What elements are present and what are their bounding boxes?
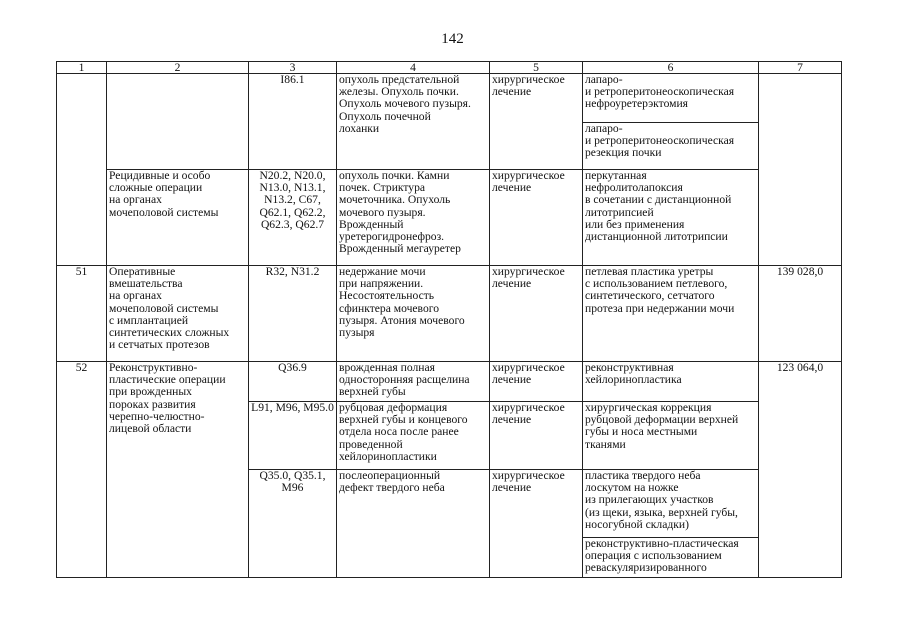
group-name-cell: Реконструктивно- пластические операции при врожденных пороках развития черепно-челюстно- лицевой области [107, 362, 249, 578]
treatment-type-cell: хирургическое лечение [490, 402, 583, 470]
patient-model-cell: опухоль почки. Камни почек. Стриктура мочеточника. Опухоль мочевого пузыря. Врожденный уретерогидронефроз. Врожденный мегауретер [337, 170, 490, 266]
header-cell: 3 [249, 62, 337, 74]
treatment-type-cell: хирургическое лечение [490, 170, 583, 266]
treatment-method-cell: петлевая пластика уретры с использованием петлевого, синтетического, сетчатого протеза при недержании мочи [583, 266, 759, 362]
icd-codes-cell: N20.2, N20.0, N13.0, N13.1, N13.2, C67, Q62.1, Q62.2, Q62.3, Q62.7 [249, 170, 337, 266]
group-name-cell [107, 74, 249, 170]
table-row [57, 362, 842, 402]
patient-model-cell: опухоль предстательной железы. Опухоль почки. Опухоль мочевого пузыря. Опухоль почечной лоханки [337, 74, 490, 170]
icd-codes-cell: I86.1 [249, 74, 337, 170]
icd-codes-cell: L91, M96, M95.0 [249, 402, 337, 470]
page-number: 142 [441, 31, 464, 47]
header-cell: 4 [337, 62, 490, 74]
header-cell: 2 [107, 62, 249, 74]
treatment-type-cell: хирургическое лечение [490, 470, 583, 578]
cost-cell [759, 74, 842, 266]
treatment-method-cell: лапаро- и ретроперитонеоскопическая нефроуретерэктомия [583, 74, 759, 123]
icd-codes-cell: Q36.9 [249, 362, 337, 402]
patient-model-cell: врожденная полная односторонняя расщелина верхней губы [337, 362, 490, 402]
treatment-type-cell: хирургическое лечение [490, 362, 583, 402]
medical-care-table [56, 61, 842, 578]
cost-cell: 139 028,0 [759, 266, 842, 362]
header-cell: 7 [759, 62, 842, 74]
row-number-cell: 51 [57, 266, 107, 362]
header-cell: 1 [57, 62, 107, 74]
header-cell: 5 [490, 62, 583, 74]
header-row [57, 62, 842, 74]
group-name-cell: Рецидивные и особо сложные операции на органах мочеполовой системы [107, 170, 249, 266]
row-number-cell: 52 [57, 362, 107, 578]
treatment-type-cell: хирургическое лечение [490, 74, 583, 170]
patient-model-cell: недержание мочи при напряжении. Несостоятельность сфинктера мочевого пузыря. Атония мочевого пузыря [337, 266, 490, 362]
cost-cell: 123 064,0 [759, 362, 842, 578]
treatment-method-cell: реконструктивно-пластическая операция с использованием реваскуляризированного [583, 538, 759, 578]
treatment-method-cell: лапаро- и ретроперитонеоскопическая резекция почки [583, 123, 759, 170]
treatment-method-cell: пластика твердого неба лоскутом на ножке из прилегающих участков (из щеки, языка, верхней губы, носогубной складки) [583, 470, 759, 538]
icd-codes-cell: R32, N31.2 [249, 266, 337, 362]
header-cell: 6 [583, 62, 759, 74]
row-number-cell [57, 74, 107, 266]
table-row [57, 74, 842, 123]
table-row [57, 266, 842, 362]
icd-codes-cell: Q35.0, Q35.1, M96 [249, 470, 337, 578]
patient-model-cell: рубцовая деформация верхней губы и концевого отдела носа после ранее проведенной хейлоринопластики [337, 402, 490, 470]
treatment-method-cell: перкутанная нефролитолапоксия в сочетании с дистанционной литотрипсией или без применения дистанционной литотрипсии [583, 170, 759, 266]
patient-model-cell: послеоперационный дефект твердого неба [337, 470, 490, 578]
group-name-cell: Оперативные вмешательства на органах мочеполовой системы с имплантацией синтетических сложных и сетчатых протезов [107, 266, 249, 362]
treatment-method-cell: реконструктивная хейлоринопластика [583, 362, 759, 402]
table-row [57, 170, 842, 266]
treatment-method-cell: хирургическая коррекция рубцовой деформации верхней губы и носа местными тканями [583, 402, 759, 470]
treatment-type-cell: хирургическое лечение [490, 266, 583, 362]
